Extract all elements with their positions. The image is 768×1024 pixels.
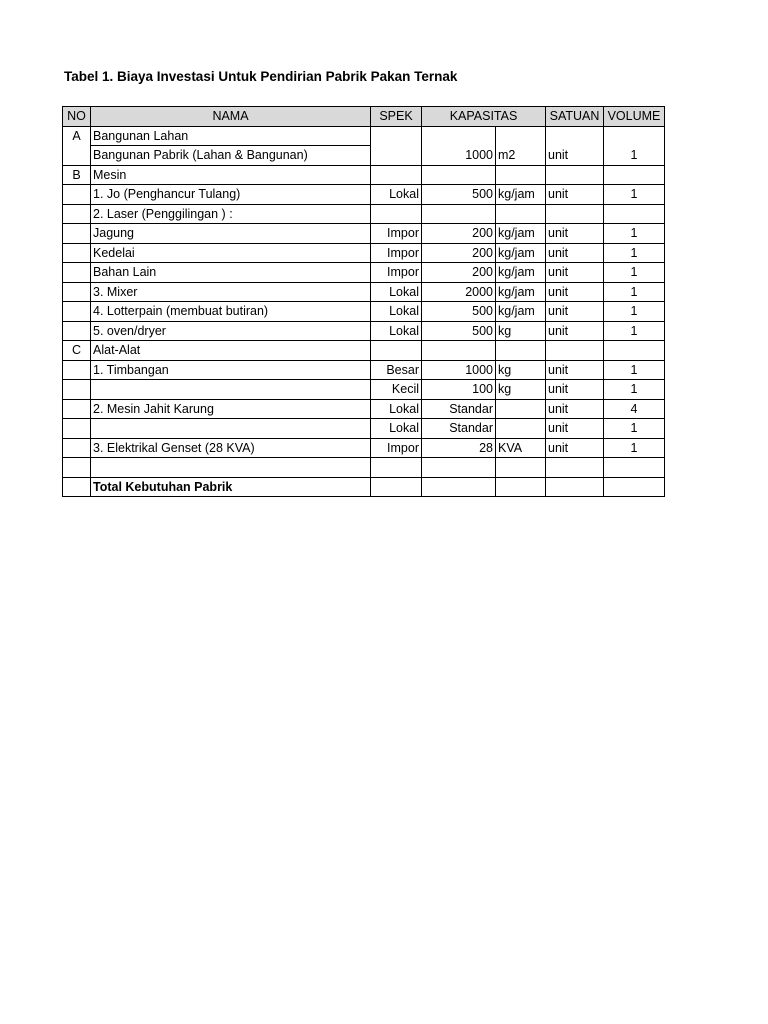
cell-nama: Alat-Alat [91,341,371,361]
table-row [63,204,665,224]
table-row [63,146,665,166]
cell-no [63,419,91,439]
cell-kapasitas-unit [496,458,546,478]
cell-spek: Kecil [371,380,422,400]
page-title: Tabel 1. Biaya Investasi Untuk Pendirian Pabrik Pakan Ternak [64,69,458,84]
cell-kapasitas: 500 [422,321,496,341]
cell-no [63,458,91,478]
cell-kapasitas: 200 [422,243,496,263]
cell-volume: 1 [604,263,665,283]
cell-spek: Besar [371,360,422,380]
cell-volume: 4 [604,399,665,419]
cell-kapasitas: 2000 [422,282,496,302]
cell-no [63,224,91,244]
cell-spek: Lokal [371,399,422,419]
cell-kapasitas-unit: kg/jam [496,185,546,205]
cell-spek: Impor [371,263,422,283]
table-row [63,341,665,361]
cell-kapasitas: 500 [422,185,496,205]
cell-satuan: unit [546,419,604,439]
table-row [63,321,665,341]
cell-satuan: unit [546,438,604,458]
table-row [63,126,665,146]
cell-kapasitas [422,126,496,146]
cell-satuan: unit [546,185,604,205]
cell-no [63,282,91,302]
cell-satuan: unit [546,380,604,400]
cell-nama: 1. Jo (Penghancur Tulang) [91,185,371,205]
cell-volume [604,341,665,361]
cell-kapasitas-unit: kg/jam [496,224,546,244]
cell-nama: Total Kebutuhan Pabrik [91,477,371,497]
cell-volume: 1 [604,360,665,380]
cell-volume: 1 [604,224,665,244]
cell-kapasitas [422,477,496,497]
cell-kapasitas-unit: KVA [496,438,546,458]
header-kapasitas: KAPASITAS [422,107,546,127]
cell-satuan [546,341,604,361]
cell-nama [91,458,371,478]
cell-nama: Kedelai [91,243,371,263]
cell-kapasitas-unit: kg/jam [496,302,546,322]
table-row [63,165,665,185]
cell-no: B [63,165,91,185]
cell-kapasitas-unit [496,126,546,146]
cell-no [63,302,91,322]
cell-volume: 1 [604,438,665,458]
cell-satuan: unit [546,302,604,322]
cell-satuan: unit [546,321,604,341]
cell-spek: Lokal [371,302,422,322]
cell-spek [371,165,422,185]
cell-nama [91,419,371,439]
cell-nama [91,380,371,400]
cell-kapasitas: 200 [422,224,496,244]
cell-nama: 2. Mesin Jahit Karung [91,399,371,419]
cell-spek [371,458,422,478]
cell-spek: Lokal [371,321,422,341]
cell-satuan: unit [546,399,604,419]
table-row [63,438,665,458]
cell-satuan: unit [546,224,604,244]
cell-no: C [63,341,91,361]
cell-nama: Mesin [91,165,371,185]
cell-spek: Lokal [371,282,422,302]
header-satuan: SATUAN [546,107,604,127]
cell-volume: 1 [604,185,665,205]
table-row [63,380,665,400]
cell-kapasitas [422,165,496,185]
cell-spek [371,204,422,224]
cell-volume [604,126,665,146]
table-row [63,224,665,244]
cell-no [63,243,91,263]
cell-volume: 1 [604,419,665,439]
cell-kapasitas-unit: kg [496,321,546,341]
cell-nama: 3. Elektrikal Genset (28 KVA) [91,438,371,458]
cell-kapasitas [422,458,496,478]
table-header-row [63,107,665,127]
cell-nama: 2. Laser (Penggilingan ) : [91,204,371,224]
cell-volume [604,204,665,224]
cell-no [63,477,91,497]
header-spek: SPEK [371,107,422,127]
cell-satuan [546,165,604,185]
table-row [63,360,665,380]
table-row [63,477,665,497]
cell-spek [371,146,422,166]
cell-nama: 1. Timbangan [91,360,371,380]
cell-kapasitas: 1000 [422,146,496,166]
cell-nama: 5. oven/dryer [91,321,371,341]
cell-volume: 1 [604,243,665,263]
cell-kapasitas-unit [496,341,546,361]
header-volume: VOLUME [604,107,665,127]
cell-no [63,438,91,458]
cell-volume [604,458,665,478]
table-row [63,399,665,419]
table-row [63,263,665,283]
cell-kapasitas-unit [496,165,546,185]
cell-kapasitas-unit: m2 [496,146,546,166]
cell-no [63,204,91,224]
cell-spek: Lokal [371,419,422,439]
table-row [63,302,665,322]
cell-satuan: unit [546,282,604,302]
cell-nama: Bahan Lain [91,263,371,283]
cell-no [63,360,91,380]
cell-nama: Bangunan Lahan [91,126,371,146]
cell-kapasitas: 100 [422,380,496,400]
cell-spek: Impor [371,438,422,458]
cell-no [63,185,91,205]
investment-table [62,106,665,497]
cell-nama: 3. Mixer [91,282,371,302]
cell-kapasitas [422,204,496,224]
cell-kapasitas: 28 [422,438,496,458]
cell-kapasitas: Standar [422,399,496,419]
cell-no: A [63,126,91,146]
cell-kapasitas-unit [496,419,546,439]
cell-kapasitas-unit [496,399,546,419]
cell-spek [371,126,422,146]
cell-kapasitas-unit: kg/jam [496,243,546,263]
cell-satuan: unit [546,360,604,380]
cell-kapasitas: 200 [422,263,496,283]
header-no: NO [63,107,91,127]
cell-volume [604,165,665,185]
cell-satuan: unit [546,263,604,283]
table-row [63,419,665,439]
cell-satuan [546,204,604,224]
table-row [63,243,665,263]
cell-satuan [546,458,604,478]
cell-volume: 1 [604,380,665,400]
cell-kapasitas-unit [496,477,546,497]
cell-volume: 1 [604,321,665,341]
cell-kapasitas-unit: kg [496,360,546,380]
table-body [63,126,665,497]
cell-kapasitas: 1000 [422,360,496,380]
cell-kapasitas-unit [496,204,546,224]
cell-no [63,263,91,283]
table-row [63,282,665,302]
cell-spek [371,341,422,361]
cell-satuan: unit [546,146,604,166]
cell-spek: Lokal [371,185,422,205]
cell-nama: 4. Lotterpain (membuat butiran) [91,302,371,322]
cell-kapasitas-unit: kg [496,380,546,400]
cell-volume: 1 [604,282,665,302]
cell-volume: 1 [604,146,665,166]
cell-spek [371,477,422,497]
cell-satuan [546,477,604,497]
cell-satuan [546,126,604,146]
cell-no [63,399,91,419]
cell-spek: Impor [371,243,422,263]
cell-kapasitas: Standar [422,419,496,439]
table-row [63,458,665,478]
cell-no [63,321,91,341]
table-row [63,185,665,205]
cell-kapasitas-unit: kg/jam [496,282,546,302]
cell-kapasitas-unit: kg/jam [496,263,546,283]
cell-no [63,146,91,166]
cell-kapasitas [422,341,496,361]
cell-kapasitas: 500 [422,302,496,322]
cell-spek: Impor [371,224,422,244]
cell-nama: Bangunan Pabrik (Lahan & Bangunan) [91,146,371,166]
header-nama: NAMA [91,107,371,127]
cell-nama: Jagung [91,224,371,244]
cell-volume: 1 [604,302,665,322]
cell-volume [604,477,665,497]
cell-satuan: unit [546,243,604,263]
cell-no [63,380,91,400]
